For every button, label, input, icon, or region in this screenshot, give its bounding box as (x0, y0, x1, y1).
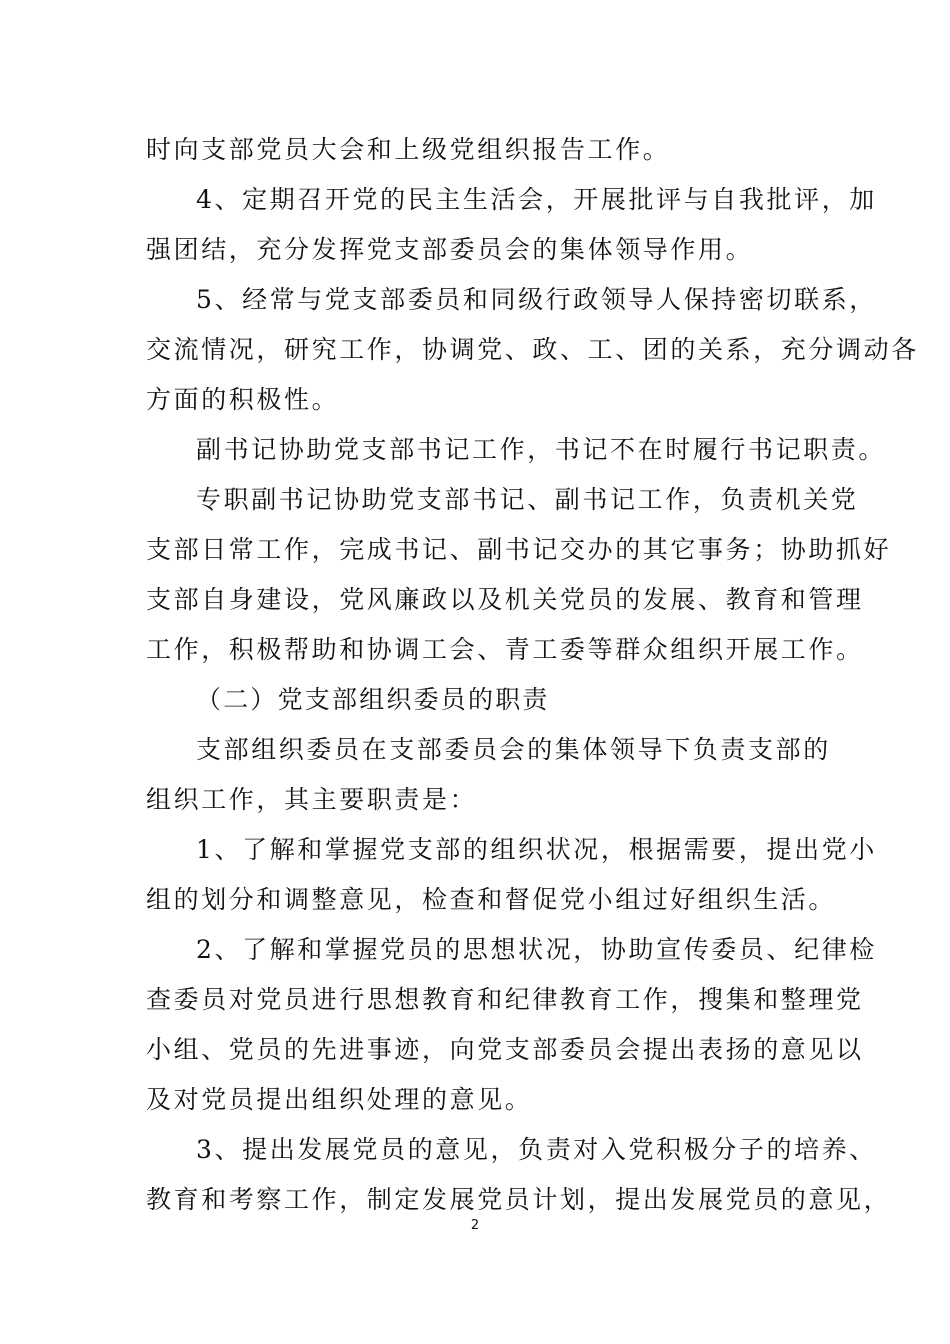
text-line: 专职副书记协助党支部书记、副书记工作，负责机关党 (196, 485, 859, 514)
text-line: 及对党员提出组织处理的意见。 (146, 1085, 533, 1114)
text-line: 2、了解和掌握党员的思想状况，协助宣传委员、纪律检 (196, 935, 877, 964)
text-line: 查委员对党员进行思想教育和纪律教育工作，搜集和整理党 (146, 985, 864, 1014)
text-line: 支部自身建设，党风廉政以及机关党员的发展、教育和管理 (146, 585, 864, 614)
text-line: 组织工作，其主要职责是： (146, 785, 478, 814)
text-line: 方面的积极性。 (146, 385, 340, 414)
text-line: 强团结，充分发挥党支部委员会的集体领导作用。 (146, 235, 754, 264)
text-line: 1、了解和掌握党支部的组织状况，根据需要，提出党小 (196, 835, 877, 864)
text-line: 支部组织委员在支部委员会的集体领导下负责支部的 (196, 735, 831, 764)
text-line: 教育和考察工作，制定发展党员计划，提出发展党员的意见， (146, 1185, 892, 1214)
text-line: 3、提出发展党员的意见，负责对入党积极分子的培养、 (196, 1135, 877, 1164)
text-line: 时向支部党员大会和上级党组织报告工作。 (146, 135, 671, 164)
text-line: 工作，积极帮助和协调工会、青工委等群众组织开展工作。 (146, 635, 864, 664)
text-line: 4、定期召开党的民主生活会，开展批评与自我批评，加 (196, 185, 877, 214)
page-number: 2 (470, 1218, 480, 1233)
text-line: 5、经常与党支部委员和同级行政领导人保持密切联系， (196, 285, 877, 314)
text-line: 支部日常工作，完成书记、副书记交办的其它事务；协助抓好 (146, 535, 892, 564)
text-line: 副书记协助党支部书记工作，书记不在时履行书记职责。 (196, 435, 887, 464)
text-line: 小组、党员的先进事迹，向党支部委员会提出表扬的意见以 (146, 1035, 864, 1064)
section-heading: （二）党支部组织委员的职责 (196, 685, 550, 714)
text-line: 交流情况，研究工作，协调党、政、工、团的关系，充分调动各 (146, 335, 919, 364)
text-line: 组的划分和调整意见，检查和督促党小组过好组织生活。 (146, 885, 837, 914)
